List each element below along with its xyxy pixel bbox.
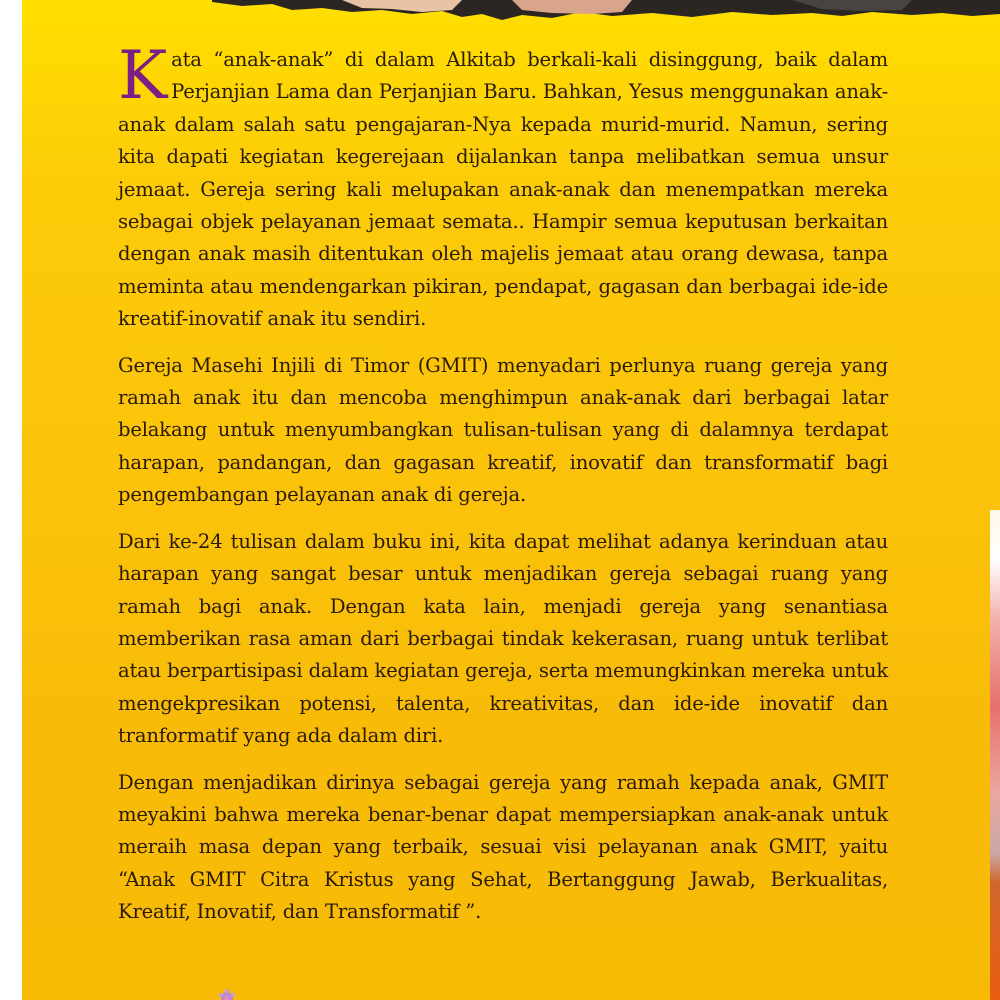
paragraph-1-text: ata “anak-anak” di dalam Alkitab berkali-kali disinggung, baik dalam Perjanjian Lama dan Perjanjian Baru. Bahkan, Yesus menggunakan anak-anak dalam salah satu pengajaran-Nya kepada murid-murid. Namun, sering kita dapati kegiatan kegerejaan dijalankan tanpa melibatkan semua unsur jemaat. Gereja sering kali melupakan anak-anak dan menempatkan mereka sebagai objek pelayanan jemaat semata.. Hampir semua keputusan berkaitan dengan anak masih ditentukan oleh majelis jemaat atau orang dewasa, tanpa meminta atau mendengarkan pikiran, pendapat, gagasan dan berbagai ide-ide kreatif-inovatif anak itu sendiri. (118, 48, 888, 331)
torn-photo-strip (212, 0, 1000, 22)
book-back-cover (22, 0, 1000, 1000)
paragraph-4: Dengan menjadikan dirinya sebagai gereja yang ramah kepada anak, GMIT meyakini bahwa mereka benar-benar dapat mempersiapkan anak-anak untuk meraih masa depan yang terbaik, sesuai visi pelayanan anak GMIT, yaitu “Anak GMIT Citra Kristus yang Sehat, Bertanggung Jawab, Berkualitas, Kreatif, Inovatif, dan Transformatif ”. (118, 770, 888, 924)
paragraph-1 (118, 37, 888, 336)
paragraph-3: Dari ke-24 tulisan dalam buku ini, kita dapat melihat adanya kerinduan atau harapan yang sangat besar untuk menjadikan gereja sebagai ruang yang ramah bagi anak. Dengan kata lain, menjadi gereja yang senantiasa memberikan rasa aman dari berbagai tindak kekerasan, ruang untuk terlibat atau berpartisipasi dalam kegiatan gereja, serta memungkinkan mereka untuk mengekpresikan potensi, talenta, kreativitas, dan ide-ide inovatif dan tranformatif yang ada dalam diri. (118, 529, 888, 748)
photo-image (212, 0, 1000, 22)
paragraph-2: Gereja Masehi Injili di Timor (GMIT) menyadari perlunya ruang gereja yang ramah anak itu dan mencoba menghimpun anak-anak dari berbagai latar belakang untuk menyumbangkan tulisan-tulisan yang di dalamnya terdapat harapan, pandangan, dan gagasan kreatif, inovatif dan transformatif bagi pengembangan pelayanan anak di gereja. (118, 353, 888, 507)
flower-ornament-icon (217, 988, 237, 1000)
body-text (118, 37, 888, 943)
dropcap-letter: K (118, 37, 168, 114)
side-photo-edge (990, 510, 1000, 1000)
